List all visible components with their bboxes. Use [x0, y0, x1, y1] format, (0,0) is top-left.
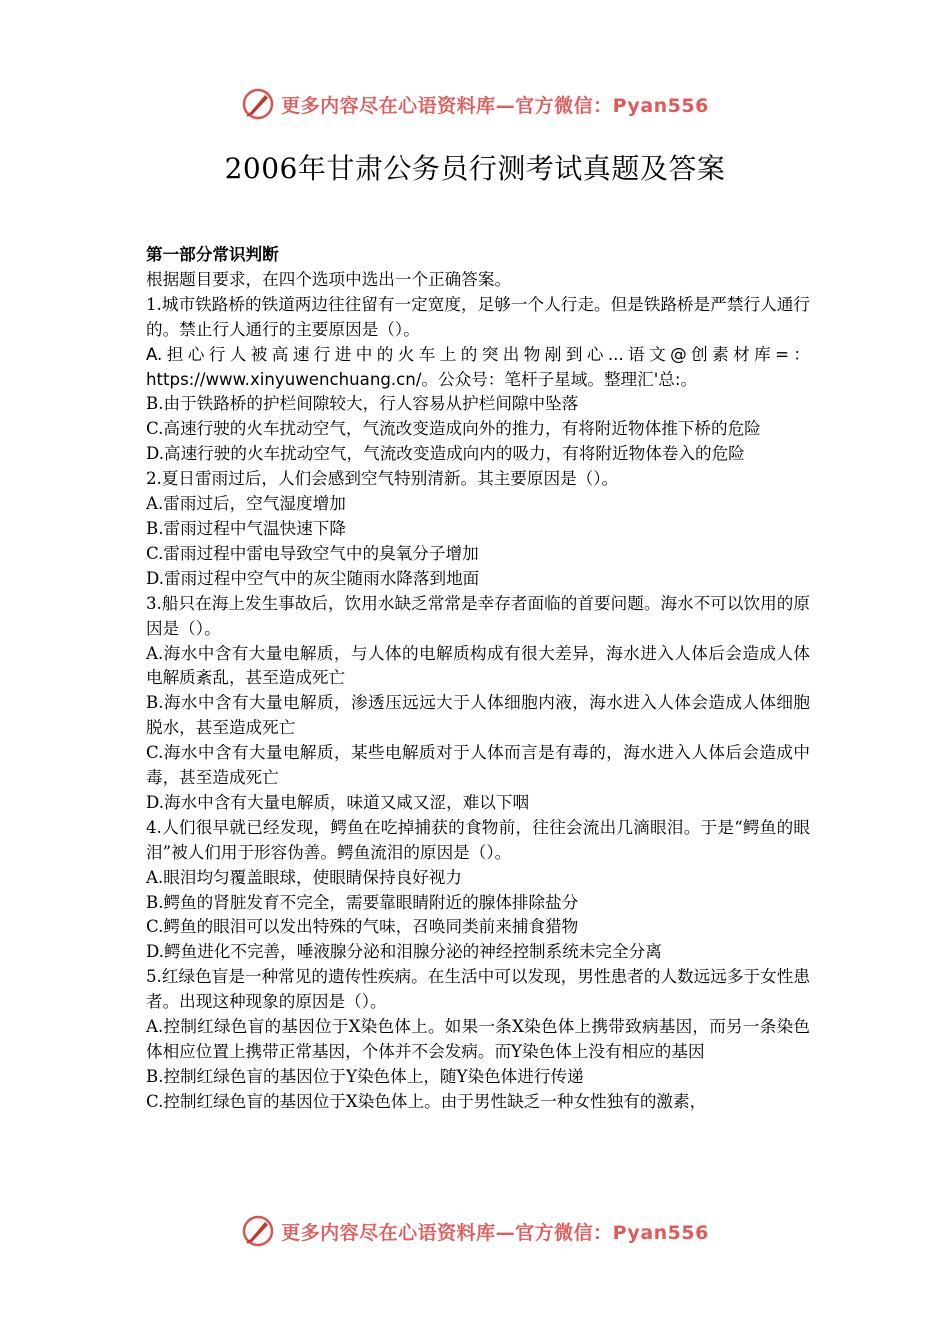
feather-pen-logo-icon [241, 1214, 275, 1248]
question-1-option-a: A.担心行人被高速行进中的火车上的突出物剐到心...语文@创素材库=：https://www.xinyuwenchuang.cn/。公众号：笔杆子星域。整理汇'总:。 [146, 344, 810, 389]
question-2-option-b: B.雷雨过程中气温快速下降 [146, 518, 346, 538]
question-5-option-b: B.控制红绿色盲的基因位于Y染色体上，随Y染色体进行传递 [146, 1066, 584, 1086]
question-1: 1.城市铁路桥的铁道两边往往留有一定宽度，足够一个人行走。但是铁路桥是严禁行人通行的。禁止行人通行的主要原因是（）。 [146, 294, 810, 339]
header-banner [0, 84, 950, 124]
question-3-option-b: B.海水中含有大量电解质，渗透压远远大于人体细胞内液，海水进入人体会造成人体细胞脱水，甚至造成死亡 [146, 693, 810, 738]
question-4: 4.人们很早就已经发现，鳄鱼在吃掉捕获的食物前，往往会流出几滴眼泪。于是“鳄鱼的眼泪”被人们用于形容伪善。鳄鱼流泪的原因是（）。 [146, 817, 810, 862]
question-4-option-c: C.鳄鱼的眼泪可以发出特殊的气味，召唤同类前来捕食猎物 [146, 917, 579, 937]
question-1-option-c: C.高速行驶的火车扰动空气，气流改变造成向外的推力，有将附近物体推下桥的危险 [146, 419, 761, 439]
question-4-option-b: B.鳄鱼的肾脏发育不完全，需要靠眼睛附近的腺体排除盐分 [146, 892, 579, 912]
document-body [146, 243, 810, 1115]
question-5-option-c: C.控制红绿色盲的基因位于X染色体上。由于男性缺乏一种女性独有的激素， [146, 1091, 707, 1111]
section-heading: 第一部分常识判断 [146, 245, 279, 264]
question-2-option-a: A.雷雨过后，空气湿度增加 [146, 494, 346, 514]
banner-text: 更多内容尽在心语资料库—官方微信：Pyan556 [281, 94, 709, 117]
question-3-option-a: A.海水中含有大量电解质，与人体的电解质构成有很大差异，海水进入人体后会造成人体电解质紊乱，甚至造成死亡 [146, 643, 810, 688]
section-instruction: 根据题目要求，在四个选项中选出一个正确答案。 [146, 269, 512, 289]
question-5-option-a: A.控制红绿色盲的基因位于X染色体上。如果一条X染色体上携带致病基因，而另一条染色体相应位置上携带正常基因，个体并不会发病。而Y染色体上没有相应的基因 [146, 1017, 810, 1061]
footer-banner [0, 1211, 950, 1251]
question-2: 2.夏日雷雨过后，人们会感到空气特别清新。其主要原因是（）。 [146, 469, 619, 489]
question-3: 3.船只在海上发生事故后，饮用水缺乏常常是幸存者面临的首要问题。海水不可以饮用的原因是（）。 [146, 593, 810, 638]
question-3-option-c: C.海水中含有大量电解质，某些电解质对于人体而言是有毒的，海水进入人体后会造成中毒，甚至造成死亡 [146, 743, 810, 788]
question-2-option-c: C.雷雨过程中雷电导致空气中的臭氧分子增加 [146, 543, 479, 563]
question-4-option-a: A.眼泪均匀覆盖眼球，使眼睛保持良好视力 [146, 867, 462, 887]
question-2-option-d: D.雷雨过程中空气中的灰尘随雨水降落到地面 [146, 568, 480, 588]
question-4-option-d: D.鳄鱼进化不完善，唾液腺分泌和泪腺分泌的神经控制系统未完全分离 [146, 942, 662, 962]
document-title: 2006年甘肃公务员行测考试真题及答案 [224, 152, 726, 185]
banner-text: 更多内容尽在心语资料库—官方微信：Pyan556 [281, 1221, 709, 1244]
question-1-option-b: B.由于铁路桥的护栏间隙较大，行人容易从护栏间隙中坠落 [146, 394, 579, 414]
feather-pen-logo-icon [241, 87, 275, 121]
question-3-option-d: D.海水中含有大量电解质，味道又咸又涩，难以下咽 [146, 792, 530, 812]
question-1-option-d: D.高速行驶的火车扰动空气，气流改变造成向内的吸力，有将附近物体卷入的危险 [146, 444, 745, 464]
question-5: 5.红绿色盲是一种常见的遗传性疾病。在生活中可以发现，男性患者的人数远远多于女性患者。出现这种现象的原因是（）。 [146, 967, 810, 1012]
